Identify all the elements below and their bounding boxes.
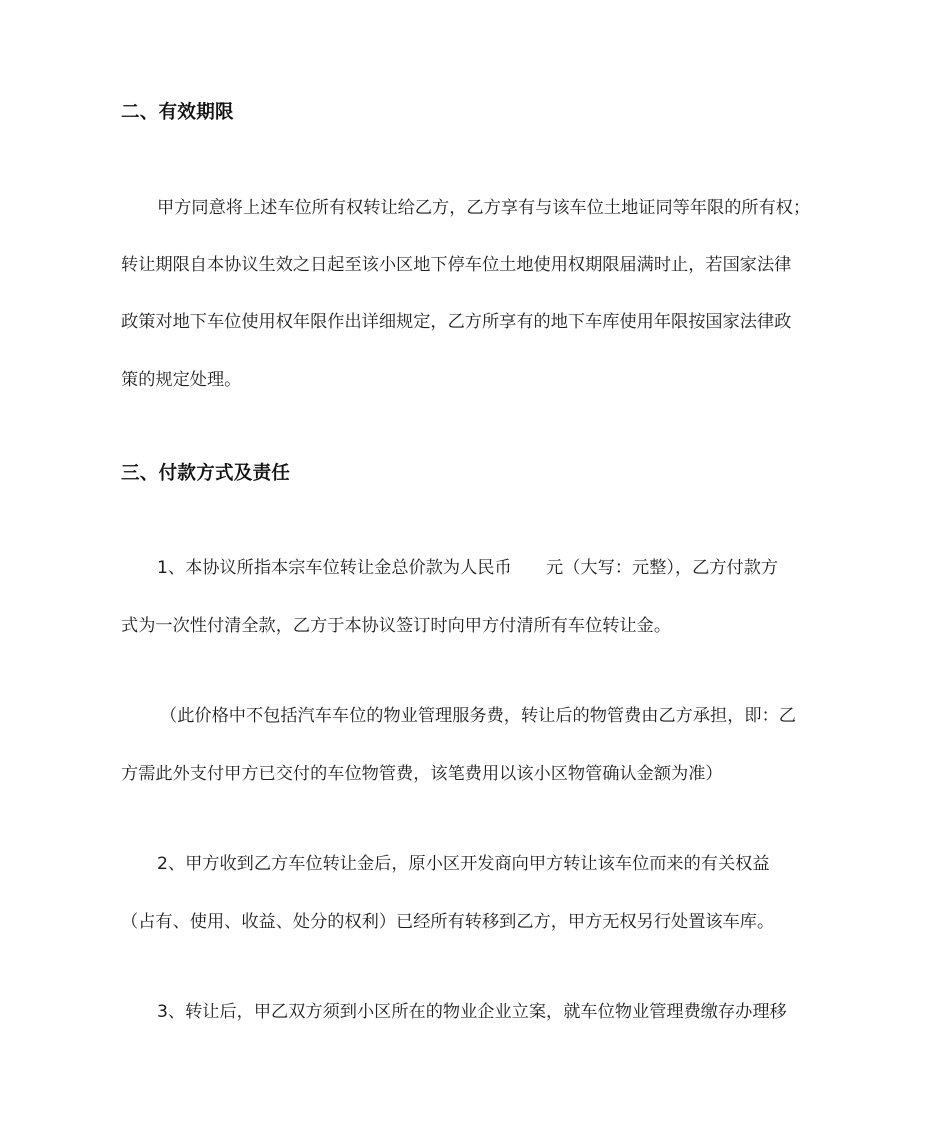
paragraph-line: 政策对地下车位使用权年限作出详细规定，乙方所享有的地下车库使用年限按国家法律政 <box>121 312 792 332</box>
paragraph-line: 策的规定处理。 <box>121 370 242 390</box>
section-heading-validity: 二、有效期限 <box>121 102 234 123</box>
paragraph-line: 甲方同意将上述车位所有权转让给乙方，乙方享有与该车位土地证同等年限的所有权； <box>157 198 811 218</box>
paragraph-line: 转让期限自本协议生效之日起至该小区地下停车位土地使用权期限届满时止，若国家法律 <box>121 255 792 275</box>
paragraph-line: 式为一次性付清全款，乙方于本协议签订时向甲方付清所有车位转让金。 <box>121 616 672 636</box>
section-heading-payment: 三、付款方式及责任 <box>121 463 291 484</box>
paragraph-line: （此价格中不包括汽车车位的物业管理服务费，转让后的物管费由乙方承担，即：乙 <box>160 706 796 726</box>
paragraph-line: 3、转让后，甲乙双方须到小区所在的物业企业立案，就车位物业管理费缴存办理移 <box>157 1002 787 1022</box>
paragraph-line: 1、本协议所指本宗车位转让金总价款为人民币 元（大写：元整），乙方付款方 <box>157 558 779 578</box>
paragraph-line: （占有、使用、收益、处分的权利）已经所有转移到乙方，甲方无权另行处置该车库。 <box>121 912 775 932</box>
paragraph-line: 2、甲方收到乙方车位转让金后，原小区开发商向甲方转让该车位而来的有关权益 <box>157 854 770 874</box>
paragraph-line: 方需此外支付甲方已交付的车位物管费，该笔费用以该小区物管确认金额为准） <box>121 764 723 784</box>
